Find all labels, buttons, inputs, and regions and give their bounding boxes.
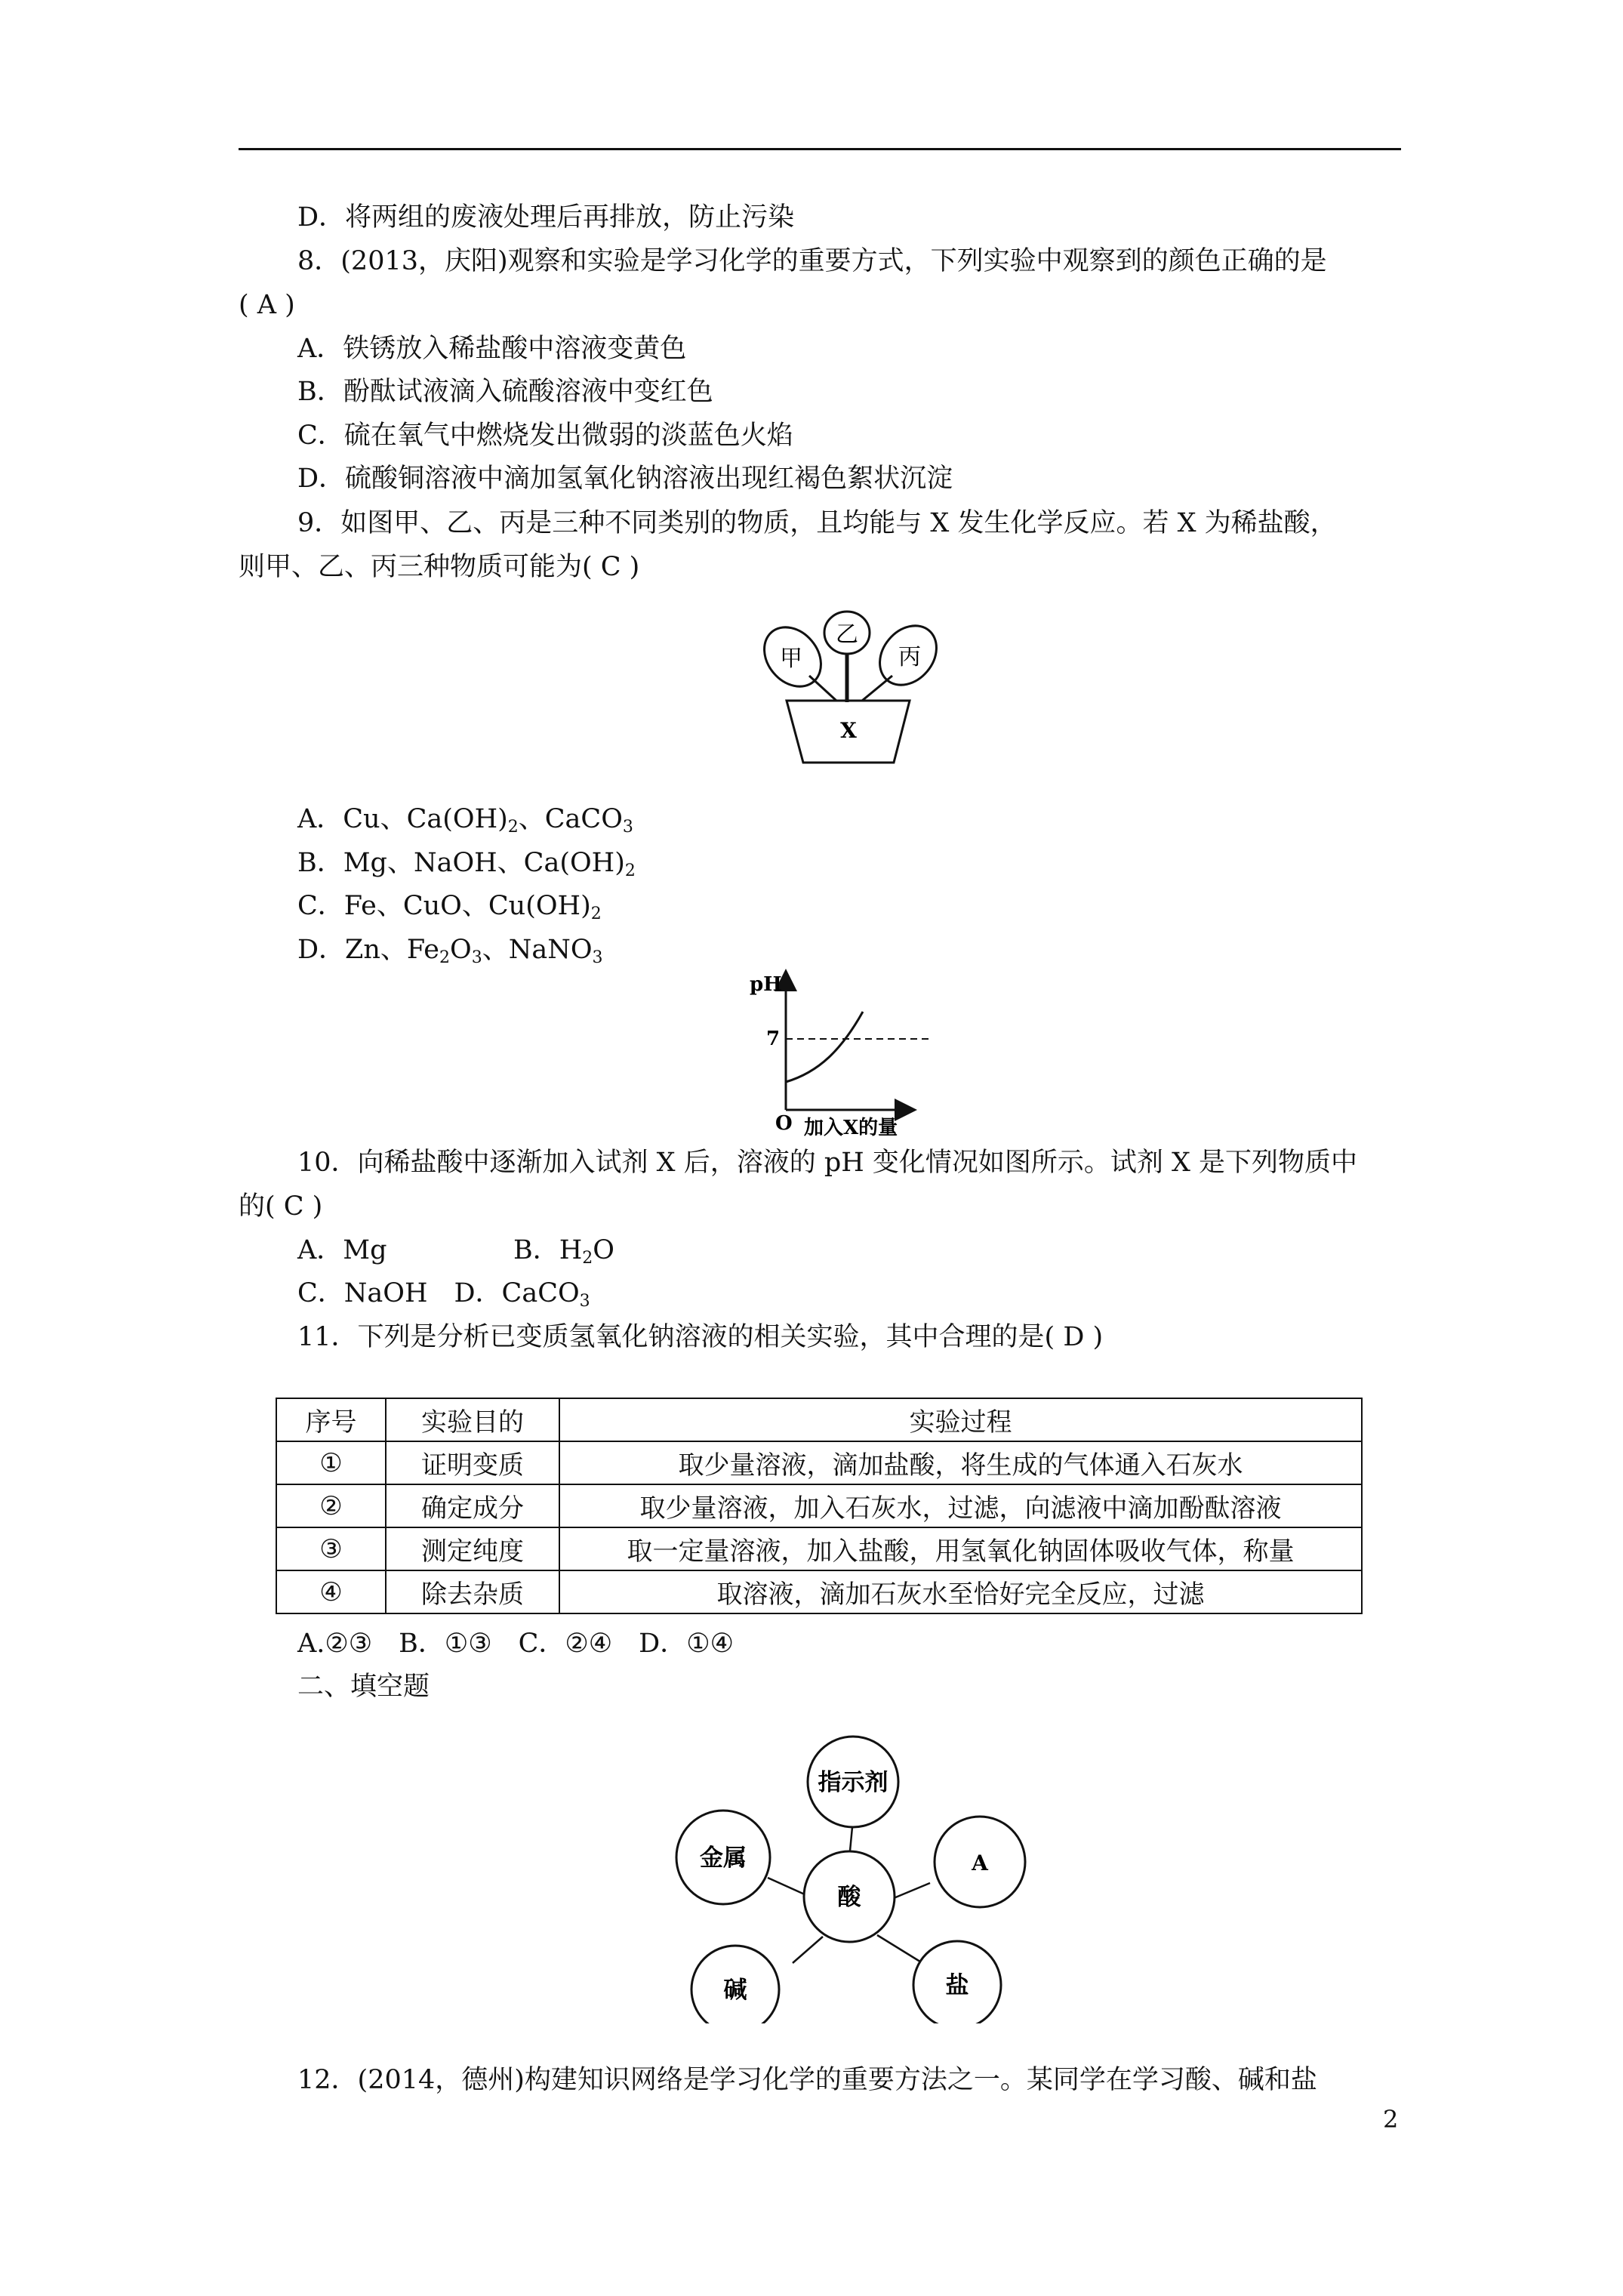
table-cell: 取少量溶液，加入石灰水，过滤，向滤液中滴加酚酞溶液 — [559, 1484, 1362, 1527]
q9-stem-line2: 则甲、乙、丙三种物质可能为( C ) — [239, 552, 640, 582]
table-header: 实验过程 — [559, 1398, 1362, 1441]
table-cell: ① — [276, 1441, 386, 1484]
q8-stem-line2: ( A ) — [239, 290, 295, 320]
table-row — [276, 1570, 1362, 1613]
table-cell: 取一定量溶液，加入盐酸，用氢氧化钠固体吸收气体，称量 — [559, 1527, 1362, 1570]
table-cell: ④ — [276, 1570, 386, 1613]
q10-stem-line2: 的( C ) — [239, 1191, 323, 1222]
q9-stem-line1: 9．如图甲、乙、丙是三种不同类别的物质，且均能与 X 发生化学反应。若 X 为稀盐酸， — [297, 508, 1337, 538]
table-cell: 证明变质 — [386, 1441, 559, 1484]
q8-option-c: C．硫在氧气中燃烧发出微弱的淡蓝色火焰 — [297, 421, 793, 451]
q8-option-b: B．酚酞试液滴入硫酸溶液中变红色 — [297, 377, 713, 407]
table-cell: ② — [276, 1484, 386, 1527]
q10-stem-line1: 10．向稀盐酸中逐渐加入试剂 X 后，溶液的 pH 变化情况如图所示。试剂 X 是下列物质中 — [297, 1148, 1358, 1178]
q9-option-b: B．Mg、NaOH、$Ca(OH)_2$ — [297, 848, 636, 880]
y-axis-label: pH — [750, 973, 782, 996]
table-header: 实验目的 — [386, 1398, 559, 1441]
q11-experiment-table — [276, 1398, 1363, 1614]
table-cell: 取少量溶液，滴加盐酸，将生成的气体通入石灰水 — [559, 1441, 1362, 1484]
x-axis-label: 加入X的量 — [804, 1117, 898, 1139]
node-bottom-right-label: 盐 — [945, 1972, 969, 1999]
table-header-row — [276, 1398, 1362, 1441]
origin-label: O — [775, 1112, 793, 1135]
q10-option-b: B．$H_2O$ — [513, 1235, 614, 1268]
header-rule — [239, 148, 1401, 150]
q10-options-cd: C．NaOH D．CaCO$_3$ — [297, 1278, 590, 1311]
table-cell: 除去杂质 — [386, 1570, 559, 1613]
ph-curve — [786, 1012, 863, 1082]
section2-title: 二、填空题 — [297, 1672, 430, 1702]
pot-label: X — [840, 718, 857, 743]
q10-ph-graph — [744, 966, 955, 1140]
table-row — [276, 1441, 1362, 1484]
q8-option-a: A．铁锈放入稀盐酸中溶液变黄色 — [297, 334, 687, 364]
node-bottom-left-label: 碱 — [723, 1977, 747, 2004]
table-row — [276, 1527, 1362, 1570]
q9-option-a: A．Cu、$Ca(OH)_2$、CaCO$_3$ — [297, 804, 633, 837]
acid-network-diagram — [664, 1721, 1027, 2023]
ph7-label: 7 — [766, 1028, 781, 1050]
table-header: 序号 — [276, 1398, 386, 1441]
q11-stem: 11．下列是分析已变质氢氧化钠溶液的相关实验，其中合理的是( D ) — [297, 1322, 1104, 1352]
node-right-label: A — [972, 1851, 988, 1875]
table-cell: 测定纯度 — [386, 1527, 559, 1570]
q11-options: A.②③ B．①③ C．②④ D．①④ — [297, 1629, 734, 1659]
table-row — [276, 1484, 1362, 1527]
page-number: 2 — [1383, 2105, 1399, 2134]
leaf-left-label: 甲 — [780, 646, 802, 672]
q10-option-a: A．Mg — [297, 1235, 387, 1265]
q9-option-d: D．Zn、$Fe_2O_3$、NaNO$_3$ — [297, 935, 603, 967]
q8-stem-line1: 8．(2013，庆阳)观察和实验是学习化学的重要方式，下列实验中观察到的颜色正确的是 — [297, 246, 1327, 276]
table-cell: ③ — [276, 1527, 386, 1570]
leaf-right-label: 丙 — [898, 644, 921, 670]
node-top-label: 指示剂 — [818, 1769, 888, 1796]
node-left-label: 金属 — [700, 1845, 747, 1872]
node-center-label: 酸 — [837, 1884, 861, 1911]
q9-option-c: C．Fe、CuO、$Cu(OH)_2$ — [297, 891, 602, 923]
q8-option-d: D．硫酸铜溶液中滴加氢氧化钠溶液出现红褐色絮状沉淀 — [297, 464, 953, 494]
leaf-middle-label: 乙 — [836, 621, 858, 648]
table-cell: 取溶液，滴加石灰水至恰好完全反应，过滤 — [559, 1570, 1362, 1613]
q12-stem: 12．(2014，德州)构建知识网络是学习化学的重要方法之一。某同学在学习酸、碱和盐 — [297, 2065, 1317, 2095]
q9-flowerpot-diagram — [747, 604, 959, 770]
q7-option-d: D．将两组的废液处理后再排放，防止污染 — [297, 202, 795, 233]
table-cell: 确定成分 — [386, 1484, 559, 1527]
